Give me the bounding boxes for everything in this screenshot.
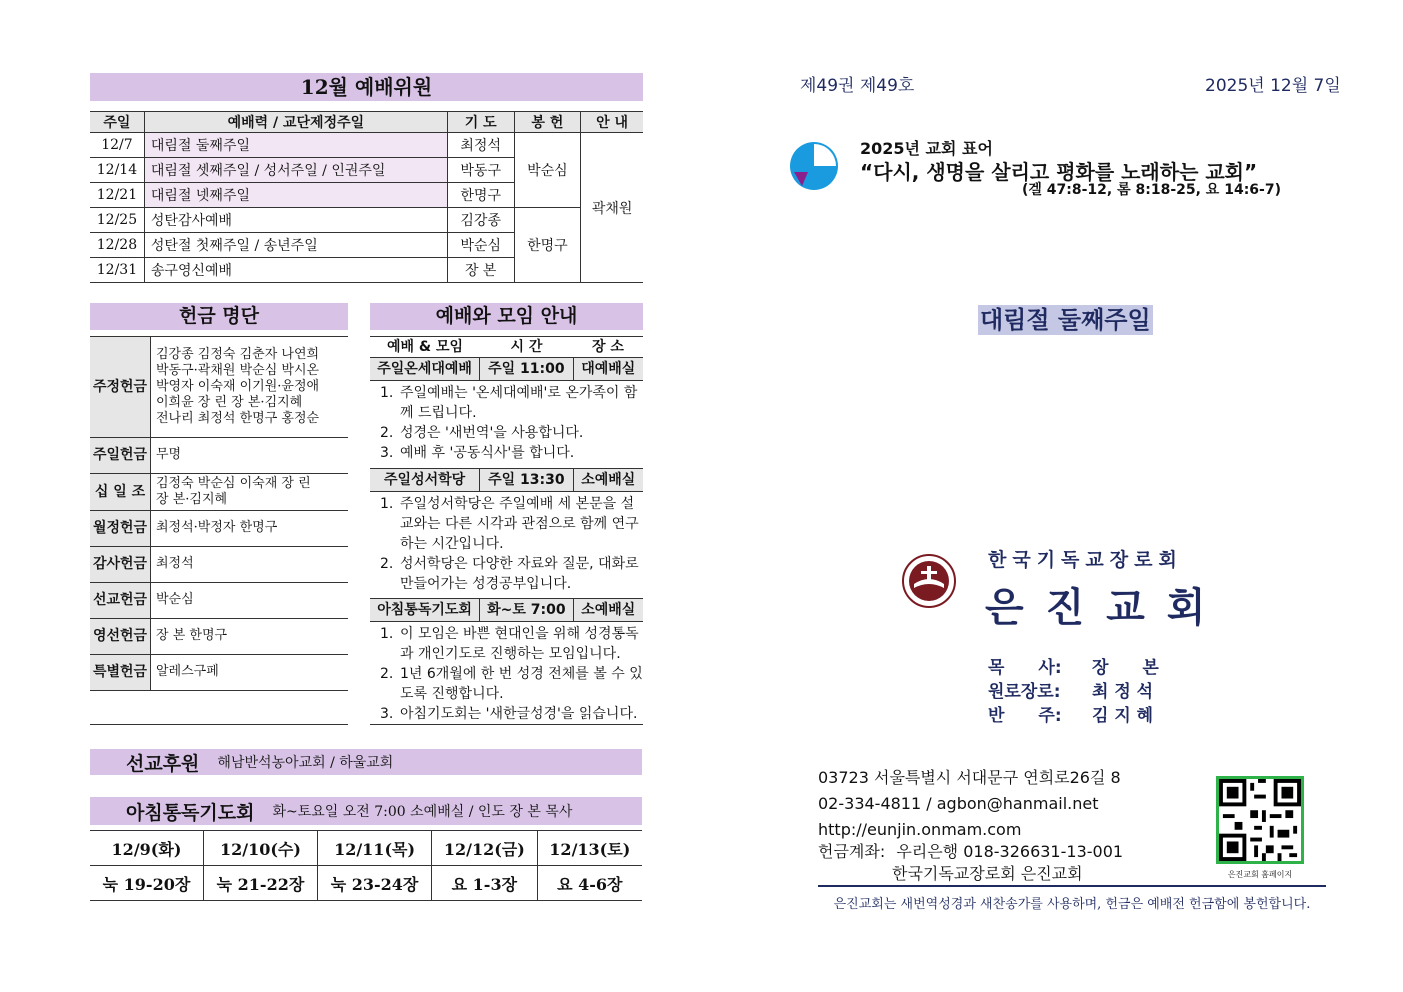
date-cell: 12/21: [90, 183, 144, 208]
col-header: 예배력 / 교단제정주일: [144, 112, 447, 133]
offering-cell: 박순심: [514, 133, 581, 208]
group-name: 주일성서학당: [370, 469, 480, 491]
table-row: [90, 654, 348, 690]
group-notes: [370, 381, 643, 468]
reading-days-row: [90, 831, 642, 866]
staff-name: 장 본: [1092, 658, 1159, 678]
morning-title: 아침통독기도회: [126, 801, 255, 824]
staff-role: 원로장로:: [988, 682, 1061, 702]
mission-bar: [90, 749, 642, 775]
col-header: 봉 헌: [514, 112, 581, 133]
reading-text-row: [90, 866, 642, 901]
reading-text: 눅 23-24장: [318, 866, 432, 901]
note-number: 1.: [380, 496, 394, 512]
contact-info: [818, 765, 1121, 843]
church-seal-icon: [902, 554, 956, 608]
group-time: 화~토 7:00: [480, 599, 573, 621]
staff-name: 김 지 혜: [1092, 706, 1154, 726]
offering-names: 장 본 한명구: [151, 618, 349, 654]
col-header: 주일: [90, 112, 144, 133]
worship-header-row: [370, 336, 643, 358]
staff-role: 반 주:: [988, 706, 1062, 726]
table-row: [90, 133, 643, 158]
reading-text: 요 1-3장: [432, 866, 538, 901]
worship-bottom-line: [370, 724, 643, 725]
note-number: 1.: [380, 626, 394, 642]
table-row: [90, 208, 643, 233]
staff-row: [988, 704, 1159, 728]
date-cell: 12/14: [90, 158, 144, 183]
address: 03723 서울특별시 서대문구 연희로26길 8: [818, 768, 1121, 787]
table-row: [90, 473, 348, 510]
volume-number: 제49권 제49호: [800, 76, 915, 96]
service-cell: 성탄감사예배: [144, 208, 447, 233]
footer-note: 은진교회는 새번역성경과 새찬송가를 사용하며, 헌금은 예배전 헌금함에 봉헌합니다.: [833, 897, 1311, 912]
staff-list: [988, 656, 1159, 728]
reading-day: 12/11(목): [318, 831, 432, 866]
offering-label: 주정헌금: [90, 337, 151, 437]
motto-text: “다시, 생명을 살리고 평화를 노래하는 교회”: [860, 160, 1258, 184]
reading-day: 12/10(수): [203, 831, 317, 866]
table-row: [90, 510, 348, 546]
prayer-cell: 김강종: [447, 208, 514, 233]
reading-text: 눅 19-20장: [90, 866, 203, 901]
offering-label: 주일헌금: [90, 437, 151, 473]
offering-names: 김강종 김정숙 김춘자 나연희 박동구·곽채원 박순심 박시온 박영자 이숙재 이기원·윤정애 이희윤 장 린 장 본·김지혜 전나리 최정석 한명구 홍정순: [151, 337, 349, 437]
service-cell: 송구영신예배: [144, 258, 447, 283]
offering-label: 감사헌금: [90, 546, 151, 582]
account-number: 우리은행 018-326631-13-001: [896, 842, 1124, 861]
prayer-cell: 장 본: [447, 258, 514, 283]
phone-email: 02-334-4811 / agbon@hanmail.net: [818, 794, 1099, 813]
note-text: 주일예배는 '온세대예배'로 온가족이 함께 드립니다.: [400, 385, 638, 421]
group-place: 소예배실: [581, 602, 636, 618]
group-time: 주일 13:30: [480, 469, 573, 491]
note-number: 1.: [380, 385, 394, 401]
table-row: [90, 582, 348, 618]
offering-title: 헌금 명단: [90, 303, 348, 330]
offering-names: 김정숙 박순심 이숙재 장 린 장 본·김지혜: [151, 473, 349, 510]
reading-day: 12/9(화): [90, 831, 203, 866]
note-text: 1년 6개월에 한 번 성경 전체를 볼 수 있도록 진행합니다.: [400, 666, 643, 702]
offering-label: 특별헌금: [90, 654, 151, 690]
col-header: 장 소: [592, 339, 624, 355]
offering-names: 최정석·박정자 한명구: [151, 510, 349, 546]
account-holder: 한국기독교장로회 은진교회: [892, 864, 1083, 883]
service-cell: 대림절 셋째주일 / 성서주일 / 인권주일: [144, 158, 447, 183]
col-header: 안 내: [581, 112, 643, 133]
reading-table: [90, 830, 642, 901]
mission-title: 선교후원: [126, 752, 200, 775]
note-text: 이 모임은 바쁜 현대인을 위해 성경통독과 개인기도로 진행하는 모임입니다.: [400, 626, 639, 662]
date-cell: 12/31: [90, 258, 144, 283]
note-number: 2.: [380, 556, 394, 572]
qr-code-icon[interactable]: [1216, 776, 1304, 864]
table-row: [90, 437, 348, 473]
account-info: [818, 843, 1123, 861]
mission-text: 해남반석농아교회 / 하울교회: [217, 755, 394, 771]
offering-names: 무명: [151, 437, 349, 473]
note-text: 예배 후 '공동식사'를 합니다.: [400, 445, 575, 461]
account-label: 헌금계좌:: [818, 842, 886, 861]
schedule-table: [90, 111, 643, 283]
worship-guide: [370, 336, 643, 724]
prayer-cell: 최정석: [447, 133, 514, 158]
offering-label: 월정헌금: [90, 510, 151, 546]
homepage-link[interactable]: http://eunjin.onmam.com: [818, 820, 1022, 839]
worship-group-row: [370, 468, 643, 492]
worship-title: 예배와 모임 안내: [370, 303, 643, 330]
offering-label: 영선헌금: [90, 618, 151, 654]
reading-text: 눅 21-22장: [203, 866, 317, 901]
group-notes: [370, 492, 643, 598]
date-cell: 12/7: [90, 133, 144, 158]
motto-label: 2025년 교회 표어: [860, 139, 993, 158]
offering-table: [90, 337, 348, 691]
qr-caption: 은진교회 홈페이지: [1227, 870, 1293, 879]
motto-logo-icon: [790, 142, 838, 190]
denomination: 한국기독교장로회: [988, 549, 1183, 571]
service-cell: 대림절 넷째주일: [144, 183, 447, 208]
morning-text: 화~토요일 오전 7:00 소예배실 / 인도 장 본 목사: [272, 804, 573, 820]
offering-label: 선교헌금: [90, 582, 151, 618]
table-row: [90, 337, 348, 437]
staff-role: 목 사:: [988, 658, 1062, 678]
worship-group-row: [370, 598, 643, 622]
schedule-title: 12월 예배위원: [90, 73, 643, 101]
col-header: 기 도: [447, 112, 514, 133]
table-header-row: [90, 112, 643, 133]
group-name: 아침통독기도회: [370, 599, 480, 621]
motto-reference: (겔 47:8-12, 롬 8:18-25, 요 14:6-7): [1022, 182, 1281, 198]
date-cell: 12/28: [90, 233, 144, 258]
prayer-cell: 한명구: [447, 183, 514, 208]
offering-names: 알레스구페: [151, 654, 349, 690]
prayer-cell: 박순심: [447, 233, 514, 258]
group-name: 주일온세대예배: [370, 358, 480, 380]
reading-day: 12/12(금): [432, 831, 538, 866]
note-text: 주일성서학당은 주일예배 세 본문을 설교와는 다른 시각과 관점으로 함께 연구하는 시간입니다.: [400, 496, 639, 552]
group-place: 대예배실: [581, 361, 636, 377]
group-time: 주일 11:00: [480, 358, 573, 380]
footer-divider: [818, 885, 1326, 887]
prayer-cell: 박동구: [447, 158, 514, 183]
staff-row: [988, 656, 1159, 680]
date-cell: 12/25: [90, 208, 144, 233]
note-number: 2.: [380, 666, 394, 682]
table-row: [90, 546, 348, 582]
worship-group-row: [370, 358, 643, 381]
reading-text: 요 4-6장: [537, 866, 642, 901]
sunday-title: 대림절 둘째주일: [980, 306, 1151, 334]
offering-names: 박순심: [151, 582, 349, 618]
church-name: 은 진 교 회: [985, 585, 1210, 631]
note-text: 성경은 '새번역'을 사용합니다.: [400, 425, 584, 441]
col-header: 예배 & 모임: [386, 339, 464, 355]
reading-day: 12/13(토): [537, 831, 642, 866]
note-text: 성서학당은 다양한 자료와 질문, 대화로 만들어가는 성경공부입니다.: [400, 556, 639, 592]
staff-name: 최 정 석: [1092, 682, 1154, 702]
note-number: 3.: [380, 706, 394, 722]
col-header: 시 간: [510, 339, 543, 355]
note-number: 2.: [380, 425, 394, 441]
staff-row: [988, 680, 1159, 704]
bulletin-date: 2025년 12월 7일: [1205, 76, 1341, 96]
offering-bottom-line: [90, 724, 348, 725]
table-row: [90, 618, 348, 654]
note-text: 아침기도회는 '새한글성경'을 읽습니다.: [400, 706, 638, 722]
service-cell: 대림절 둘째주일: [144, 133, 447, 158]
note-number: 3.: [380, 445, 394, 461]
morning-bar: [90, 797, 642, 825]
offering-names: 최정석: [151, 546, 349, 582]
service-cell: 성탄절 첫째주일 / 송년주일: [144, 233, 447, 258]
group-place: 소예배실: [581, 472, 636, 488]
group-notes: [370, 622, 643, 724]
guide-cell: 곽채원: [581, 133, 643, 283]
offering-label: 십 일 조: [90, 473, 151, 510]
offering-cell: 한명구: [514, 208, 581, 283]
